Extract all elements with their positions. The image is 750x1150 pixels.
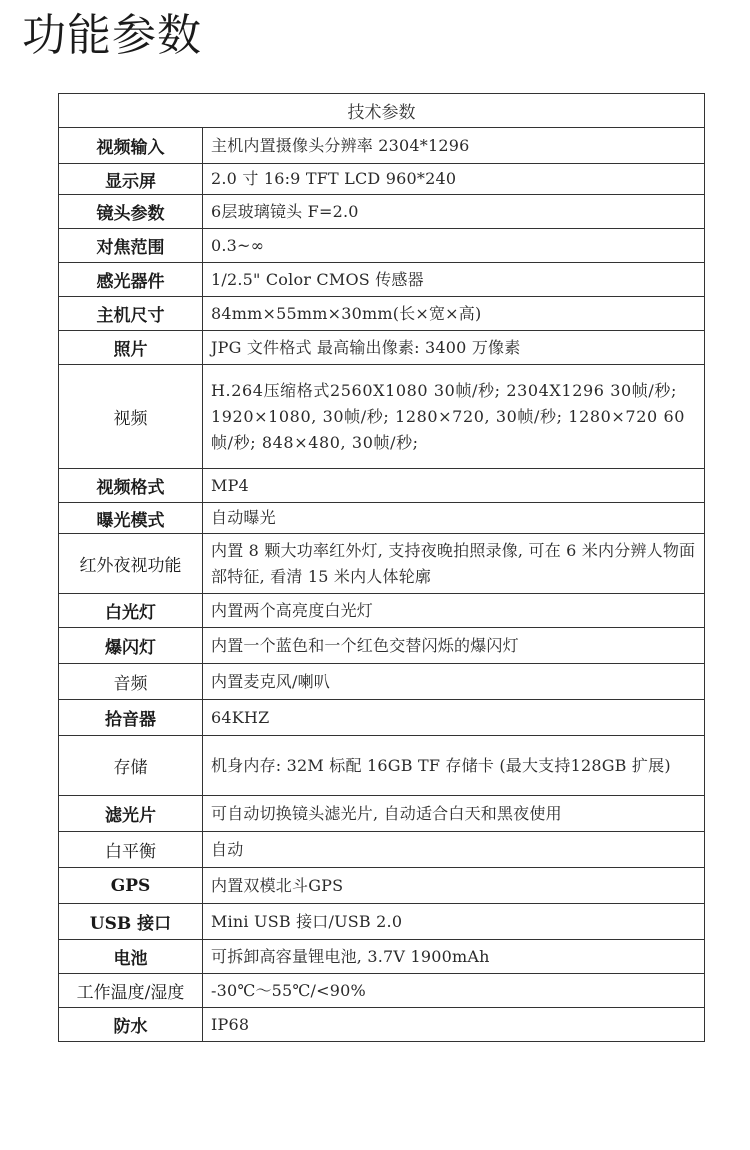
spec-table xyxy=(58,93,705,1042)
table-row xyxy=(59,331,705,365)
table-row xyxy=(59,868,705,904)
row-value: 可自动切换镜头滤光片, 自动适合白天和黑夜使用 xyxy=(203,796,705,832)
row-value: 内置两个高亮度白光灯 xyxy=(203,594,705,628)
row-label: 电池 xyxy=(59,940,203,974)
row-value: H.264压缩格式2560X1080 30帧/秒; 2304X1296 30帧/秒; 1920×1080, 30帧/秒; 1280×720, 30帧/秒; 1280×720 60帧/秒; 848×480, 30帧/秒; xyxy=(203,365,705,469)
table-row xyxy=(59,297,705,331)
row-label: 防水 xyxy=(59,1008,203,1042)
row-label: 滤光片 xyxy=(59,796,203,832)
row-value: -30℃～55℃/<90% xyxy=(203,974,705,1008)
row-value: 2.0 寸 16:9 TFT LCD 960*240 xyxy=(203,164,705,195)
row-label: 感光器件 xyxy=(59,263,203,297)
row-label: 对焦范围 xyxy=(59,229,203,263)
row-label: 白平衡 xyxy=(59,832,203,868)
table-row xyxy=(59,195,705,229)
row-label: 白光灯 xyxy=(59,594,203,628)
row-label: 音频 xyxy=(59,664,203,700)
row-label: 照片 xyxy=(59,331,203,365)
table-row xyxy=(59,263,705,297)
row-value: 64KHZ xyxy=(203,700,705,736)
table-row xyxy=(59,664,705,700)
table-row xyxy=(59,1008,705,1042)
row-value: 内置麦克风/喇叭 xyxy=(203,664,705,700)
row-label: 视频格式 xyxy=(59,469,203,503)
row-label: USB 接口 xyxy=(59,904,203,940)
row-label: 视频 xyxy=(59,365,203,469)
row-label: 视频输入 xyxy=(59,128,203,164)
row-label: 主机尺寸 xyxy=(59,297,203,331)
row-value: 机身内存: 32M 标配 16GB TF 存储卡 (最大支持128GB 扩展) xyxy=(203,736,705,796)
row-value: 内置一个蓝色和一个红色交替闪烁的爆闪灯 xyxy=(203,628,705,664)
row-value: 自动 xyxy=(203,832,705,868)
row-value: 内置双模北斗GPS xyxy=(203,868,705,904)
row-value: 自动曝光 xyxy=(203,503,705,534)
page-title: 功能参数 xyxy=(22,10,202,61)
table-row xyxy=(59,904,705,940)
table-row xyxy=(59,164,705,195)
row-value: 可拆卸高容量锂电池, 3.7V 1900mAh xyxy=(203,940,705,974)
row-value: 0.3~∞ xyxy=(203,229,705,263)
row-label: 工作温度/湿度 xyxy=(59,974,203,1008)
table-row xyxy=(59,974,705,1008)
row-label: GPS xyxy=(59,868,203,904)
table-row xyxy=(59,503,705,534)
row-label: 拾音器 xyxy=(59,700,203,736)
table-row xyxy=(59,940,705,974)
table-row xyxy=(59,628,705,664)
row-value: MP4 xyxy=(203,469,705,503)
table-row xyxy=(59,229,705,263)
table-row xyxy=(59,796,705,832)
table-row xyxy=(59,365,705,469)
table-row xyxy=(59,832,705,868)
row-label: 镜头参数 xyxy=(59,195,203,229)
table-heading: 技术参数 xyxy=(59,94,705,128)
row-label: 爆闪灯 xyxy=(59,628,203,664)
row-value: 6层玻璃镜头 F=2.0 xyxy=(203,195,705,229)
table-row xyxy=(59,736,705,796)
row-value: 1/2.5" Color CMOS 传感器 xyxy=(203,263,705,297)
table-row xyxy=(59,700,705,736)
table-row xyxy=(59,128,705,164)
row-value: 内置 8 颗大功率红外灯, 支持夜晚拍照录像, 可在 6 米内分辨人物面部特征, 看清 15 米内人体轮廓 xyxy=(203,534,705,594)
row-label: 存储 xyxy=(59,736,203,796)
table-heading-row xyxy=(59,94,705,128)
table-row xyxy=(59,594,705,628)
row-value: 主机内置摄像头分辨率 2304*1296 xyxy=(203,128,705,164)
row-label: 红外夜视功能 xyxy=(59,534,203,594)
table-row xyxy=(59,534,705,594)
table-row xyxy=(59,469,705,503)
row-value: IP68 xyxy=(203,1008,705,1042)
row-value: 84mm×55mm×30mm(长×宽×高) xyxy=(203,297,705,331)
row-label: 显示屏 xyxy=(59,164,203,195)
row-label: 曝光模式 xyxy=(59,503,203,534)
row-value: JPG 文件格式 最高输出像素: 3400 万像素 xyxy=(203,331,705,365)
row-value: Mini USB 接口/USB 2.0 xyxy=(203,904,705,940)
